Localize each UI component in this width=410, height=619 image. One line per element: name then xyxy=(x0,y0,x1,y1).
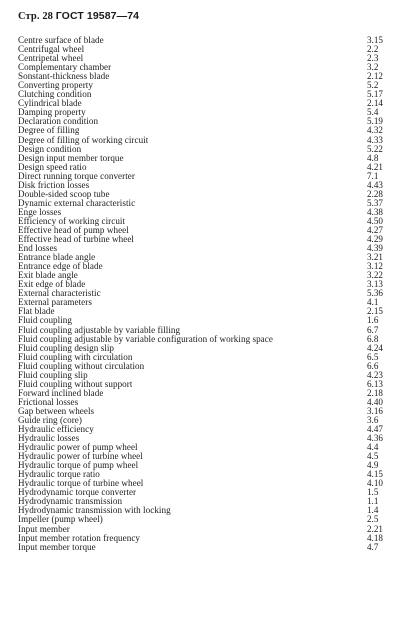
index-term: Entrance edge of blade xyxy=(18,262,103,272)
index-section-number: 3.16 xyxy=(367,405,383,416)
index-term: Hydraulic torque of turbine wheel xyxy=(18,479,144,489)
index-section-number: 1.1 xyxy=(367,496,379,507)
index-entry xyxy=(18,488,389,497)
index-section-number: 4.40 xyxy=(367,396,383,407)
index-term: Hydraulic efficiency xyxy=(18,425,94,435)
index-term: Converting property xyxy=(18,81,93,91)
index-section-number: 3.13 xyxy=(367,279,383,290)
index-entry xyxy=(18,271,389,280)
index-term: Efficiency of working circuit xyxy=(18,216,126,226)
index-term: Fluid coupling without circulation xyxy=(18,361,145,371)
index-term: Fluid coupling slip xyxy=(18,370,88,380)
index-section-number: 4.5 xyxy=(367,451,379,462)
index-section-number: 5.36 xyxy=(367,288,383,299)
index-section-number: 4.29 xyxy=(367,234,383,245)
index-term: Impeller (pump wheel) xyxy=(18,515,103,525)
index-section-number: 5.2 xyxy=(367,80,379,91)
index-section-number: 4.18 xyxy=(367,532,383,543)
index-section-number: 4.43 xyxy=(367,179,383,190)
index-section-number: 1.5 xyxy=(367,487,379,498)
index-entry xyxy=(18,515,389,524)
index-entry xyxy=(18,199,389,208)
index-section-number: 6.5 xyxy=(367,351,379,362)
index-entry xyxy=(18,145,389,154)
index-term: Hydrodynamic torque converter xyxy=(18,488,137,498)
index-entry xyxy=(18,470,389,479)
index-term: Design speed ratio xyxy=(18,162,87,172)
index-section-number: 6.13 xyxy=(367,378,383,389)
index-term: Input member torque xyxy=(18,542,96,552)
index-entry xyxy=(18,298,389,307)
index-section-number: 4.15 xyxy=(367,469,383,480)
index-section-number: 5.17 xyxy=(367,89,383,100)
index-term: Fluid coupling design slip xyxy=(18,343,115,353)
index-entry xyxy=(18,543,389,552)
index-section-number: 4.39 xyxy=(367,243,383,254)
index-entry xyxy=(18,117,389,126)
index-section-number: 2.3 xyxy=(367,53,379,64)
index-entry xyxy=(18,81,389,90)
index-section-number: 4.7 xyxy=(367,541,379,552)
index-section-number: 7.1 xyxy=(367,170,379,181)
index-entry xyxy=(18,63,389,72)
index-entry xyxy=(18,289,389,298)
index-entry xyxy=(18,380,389,389)
index-entry xyxy=(18,452,389,461)
index-entry xyxy=(18,108,389,117)
index-term: Declaration condition xyxy=(18,117,99,127)
index-section-number: 2.14 xyxy=(367,98,383,109)
index-term: Hydraulic power of pump wheel xyxy=(18,443,138,453)
index-term: Damping property xyxy=(18,108,86,118)
index-section-number: 3.22 xyxy=(367,270,383,281)
index-section-number: 4.24 xyxy=(367,342,383,353)
index-section-number: 4.36 xyxy=(367,433,383,444)
index-section-number: 1.6 xyxy=(367,315,379,326)
index-entry xyxy=(18,344,389,353)
index-entry xyxy=(18,72,389,81)
index-term: Direct running torque converter xyxy=(18,171,135,181)
index-entry xyxy=(18,407,389,416)
index-term: Flat blade xyxy=(18,307,55,317)
index-entry xyxy=(18,506,389,515)
index-entry xyxy=(18,226,389,235)
index-entry xyxy=(18,154,389,163)
index-entry xyxy=(18,525,389,534)
index-entry xyxy=(18,36,389,45)
index-section-number: 4.9 xyxy=(367,460,379,471)
index-entry xyxy=(18,136,389,145)
index-section-number: 4.27 xyxy=(367,224,383,235)
index-entry xyxy=(18,190,389,199)
index-section-number: 3.21 xyxy=(367,252,383,263)
page-header xyxy=(18,10,139,22)
index-section-number: 4.32 xyxy=(367,125,383,136)
index-section-number: 2.5 xyxy=(367,514,379,525)
index-term: Hydraulic losses xyxy=(18,434,80,444)
index-term: Input member rotation frequency xyxy=(18,533,140,543)
index-entry xyxy=(18,253,389,262)
index-section-number: 4.38 xyxy=(367,206,383,217)
index-term: Hydraulic power of turbine wheel xyxy=(18,452,143,462)
index-entry xyxy=(18,316,389,325)
index-term: Cylindrical blade xyxy=(18,99,82,109)
index-term: Entrance blade angle xyxy=(18,253,96,263)
index-term: Centrifugal wheel xyxy=(18,45,85,55)
index-entry xyxy=(18,434,389,443)
index-section-number: 1.4 xyxy=(367,505,379,516)
index-entry xyxy=(18,534,389,543)
index-entry xyxy=(18,371,389,380)
index-entry xyxy=(18,280,389,289)
index-entry xyxy=(18,235,389,244)
index-section-number: 4.4 xyxy=(367,442,379,453)
index-entry xyxy=(18,416,389,425)
index-section-number: 6.7 xyxy=(367,324,379,335)
index-entry xyxy=(18,443,389,452)
index-section-number: 3.12 xyxy=(367,261,383,272)
index-section-number: 4.8 xyxy=(367,152,379,163)
index-term: Fluid coupling with circulation xyxy=(18,352,133,362)
index-section-number: 2.12 xyxy=(367,71,383,82)
index-entry xyxy=(18,398,389,407)
index-entry xyxy=(18,497,389,506)
index-term: Exit blade angle xyxy=(18,271,78,281)
index-term: Fluid coupling adjustable by variable configuration of working space xyxy=(18,334,273,344)
index-term: Design input member torque xyxy=(18,153,124,163)
index-term: Centripetal wheel xyxy=(18,54,84,64)
index-entry xyxy=(18,307,389,316)
index-term: External characteristic xyxy=(18,289,101,299)
index-section-number: 4.10 xyxy=(367,478,383,489)
index-term: End losses xyxy=(18,244,58,254)
index-entry xyxy=(18,389,389,398)
index-section-number: 4.47 xyxy=(367,424,383,435)
index-term: Hydrodynamic transmission xyxy=(18,497,123,507)
index-entry xyxy=(18,353,389,362)
index-term: Degree of filling xyxy=(18,126,80,136)
index-term: Hydraulic torque ratio xyxy=(18,470,100,480)
index-entry xyxy=(18,126,389,135)
index-entry xyxy=(18,425,389,434)
index-term: External parameters xyxy=(18,298,92,308)
index-entry xyxy=(18,163,389,172)
index-entry xyxy=(18,90,389,99)
index-section-number: 2.18 xyxy=(367,387,383,398)
index-term: Effective head of pump wheel xyxy=(18,225,129,235)
index-section-number: 3.2 xyxy=(367,62,379,73)
index-term: Gap between wheels xyxy=(18,406,95,416)
index-term: Design condition xyxy=(18,144,82,154)
index-entry xyxy=(18,217,389,226)
index-entry xyxy=(18,99,389,108)
index-entry xyxy=(18,326,389,335)
index-term: Input member xyxy=(18,524,70,534)
index-entry xyxy=(18,181,389,190)
index-term: Enge losses xyxy=(18,207,62,217)
index-term: Sonstant-thickness blade xyxy=(18,72,110,82)
index-section-number: 4.21 xyxy=(367,161,383,172)
index-entry xyxy=(18,335,389,344)
index-section-number: 6.8 xyxy=(367,333,379,344)
index-section-number: 5.37 xyxy=(367,197,383,208)
index-term: Fluid coupling xyxy=(18,316,73,326)
index-section-number: 2.28 xyxy=(367,188,383,199)
index-section-number: 5.19 xyxy=(367,116,383,127)
index-entry xyxy=(18,45,389,54)
term-index-list xyxy=(18,36,389,552)
index-term: Disk friction losses xyxy=(18,180,90,190)
index-section-number: 2.15 xyxy=(367,306,383,317)
index-section-number: 2.21 xyxy=(367,523,383,534)
index-entry xyxy=(18,461,389,470)
index-term: Fluid coupling adjustable by variable filling xyxy=(18,325,181,335)
index-section-number: 4.50 xyxy=(367,215,383,226)
index-section-number: 6.6 xyxy=(367,360,379,371)
page-number: Стр. 28 xyxy=(18,11,54,22)
index-section-number: 5.4 xyxy=(367,107,379,118)
index-entry xyxy=(18,244,389,253)
index-entry xyxy=(18,208,389,217)
index-term: Fluid coupling without support xyxy=(18,379,133,389)
index-section-number: 5.22 xyxy=(367,143,383,154)
index-term: Forward inclined blade xyxy=(18,388,104,398)
index-entry xyxy=(18,54,389,63)
index-entry xyxy=(18,362,389,371)
index-section-number: 4.23 xyxy=(367,369,383,380)
index-section-number: 3.6 xyxy=(367,414,379,425)
index-term: Guide ring (core) xyxy=(18,415,82,425)
index-section-number: 4.1 xyxy=(367,297,379,308)
index-term: Centre surface of blade xyxy=(18,36,104,45)
index-section-number: 2.2 xyxy=(367,44,379,55)
index-entry xyxy=(18,262,389,271)
standard-designation: ГОСТ 19587—74 xyxy=(55,10,140,22)
index-entry xyxy=(18,479,389,488)
index-term: Degree of filling of working circuit xyxy=(18,135,149,145)
index-term: Frictional losses xyxy=(18,397,79,407)
index-term: Complementary chamber xyxy=(18,63,112,73)
index-term: Exit edge of blade xyxy=(18,280,86,290)
index-term: Clutching condition xyxy=(18,90,92,100)
index-term: Double-sided scoop tube xyxy=(18,189,110,199)
index-section-number: 4.33 xyxy=(367,134,383,145)
index-entry xyxy=(18,172,389,181)
index-term: Effective head of turbine wheel xyxy=(18,235,135,245)
index-section-number: 3.15 xyxy=(367,35,383,45)
index-term: Hydrodynamic transmission with locking xyxy=(18,506,171,516)
index-term: Dynamic external characteristic xyxy=(18,198,136,208)
index-term: Hydraulic torque of pump wheel xyxy=(18,461,139,471)
